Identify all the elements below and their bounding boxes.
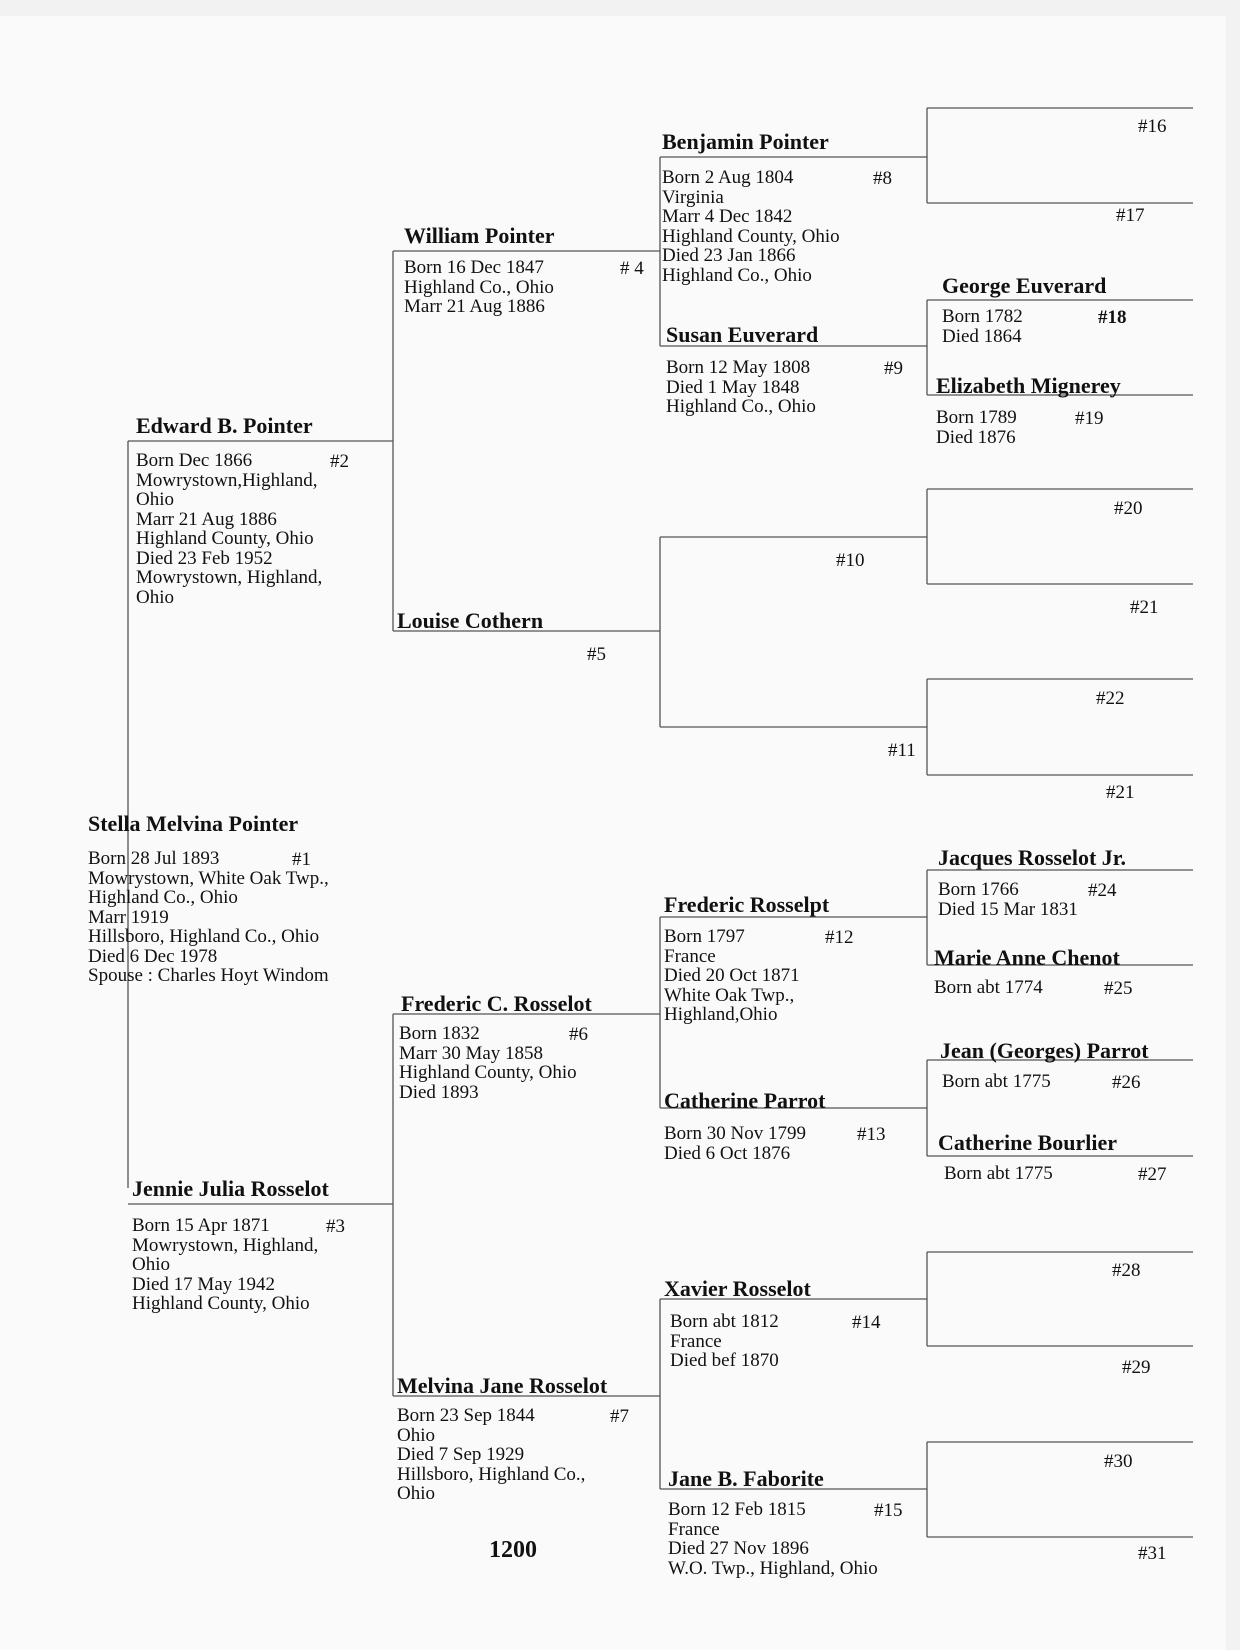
detail-line: Marr 30 May 1858: [399, 1042, 544, 1064]
person-8-details: [662, 168, 840, 285]
detail-line: Marr 21 Aug 1886: [136, 508, 277, 530]
person-12-name: Frederic Rosselpt: [664, 892, 830, 917]
detail-line: Born 30 Nov 1799: [664, 1123, 806, 1144]
detail-line: Born 2 Aug 1804: [662, 167, 794, 188]
person-13-number: #13: [857, 1124, 886, 1145]
detail-line: Born 1832: [399, 1023, 480, 1044]
detail-line: France: [664, 945, 716, 967]
person-14-details: [670, 1312, 779, 1371]
detail-line: Ohio: [132, 1254, 170, 1275]
person-19-details: [936, 408, 1017, 447]
person-26-details: [942, 1072, 1051, 1092]
detail-line: Born 1797: [664, 926, 745, 947]
detail-line: Born abt 1775: [942, 1071, 1051, 1092]
detail-line: Born 28 Jul 1893: [88, 848, 220, 869]
person-24-details: [938, 880, 1078, 919]
detail-line: France: [668, 1518, 720, 1540]
detail-line: Born abt 1774: [934, 977, 1043, 998]
person-15-details: [668, 1500, 878, 1578]
detail-line: Died 20 Oct 1871: [664, 965, 800, 986]
detail-line: Hillsboro, Highland Co.,: [397, 1463, 586, 1485]
detail-line: Born 1766: [938, 879, 1019, 900]
detail-line: Marr 1919: [88, 906, 169, 928]
person-14-name: Xavier Rosselot: [664, 1276, 811, 1301]
detail-line: Died 1 May 1848: [666, 376, 800, 398]
detail-line: Died 6 Dec 1978: [88, 945, 218, 967]
detail-line: Died bef 1870: [670, 1350, 779, 1371]
detail-line: Highland Co., Ohio: [88, 887, 238, 908]
slot-20-number: #20: [1114, 498, 1143, 519]
person-2-name: Edward B. Pointer: [136, 413, 313, 438]
detail-line: Highland Co., Ohio: [404, 276, 554, 298]
detail-line: Born 1782: [942, 306, 1023, 327]
detail-line: Born 1789: [936, 407, 1017, 428]
detail-line: White Oak Twp.,: [664, 984, 795, 1006]
detail-line: Born abt 1812: [670, 1311, 779, 1332]
person-7-number: #7: [610, 1406, 629, 1427]
person-14-number: #14: [852, 1312, 881, 1333]
detail-line: Mowrystown,Highland,: [136, 469, 318, 491]
detail-line: Died 27 Nov 1896: [668, 1538, 809, 1559]
slot-23-number: #21: [1106, 782, 1135, 803]
detail-line: Died 1893: [399, 1081, 479, 1103]
detail-line: Died 15 Mar 1831: [938, 898, 1078, 920]
detail-line: Mowrystown, Highland,: [136, 567, 323, 588]
person-2-details: [136, 451, 322, 607]
person-6-number: #6: [569, 1024, 588, 1045]
detail-line: Virginia: [662, 186, 724, 208]
detail-line: France: [670, 1330, 722, 1352]
person-25-name: Marie Anne Chenot: [934, 945, 1120, 970]
person-4-details: [404, 258, 554, 317]
person-5-number: #5: [587, 644, 606, 665]
person-3-number: #3: [326, 1216, 345, 1237]
person-15-name: Jane B. Faborite: [668, 1466, 824, 1491]
detail-line: Born 12 May 1808: [666, 357, 811, 378]
person-3-name: Jennie Julia Rosselot: [132, 1176, 329, 1201]
person-4-number: # 4: [620, 258, 644, 279]
person-25-number: #25: [1104, 978, 1133, 999]
detail-line: Mowrystown, Highland,: [132, 1234, 319, 1256]
detail-line: Marr 21 Aug 1886: [404, 296, 545, 317]
slot-30-number: #30: [1104, 1451, 1133, 1472]
detail-line: Mowrystown, White Oak Twp.,: [88, 867, 329, 889]
person-19-number: #19: [1075, 408, 1104, 429]
slot-29-number: #29: [1122, 1357, 1151, 1378]
slot-17-number: #17: [1116, 205, 1145, 226]
person-6-details: [399, 1024, 577, 1102]
detail-line: Born 23 Sep 1844: [397, 1405, 535, 1426]
detail-line: Highland County, Ohio: [132, 1293, 310, 1314]
person-27-name: Catherine Bourlier: [938, 1130, 1118, 1155]
detail-line: Marr 4 Dec 1842: [662, 206, 793, 227]
person-1-number: #1: [292, 849, 311, 870]
person-13-name: Catherine Parrot: [664, 1088, 826, 1113]
detail-line: Died 1876: [936, 426, 1016, 448]
person-26-name: Jean (Georges) Parrot: [940, 1038, 1149, 1063]
detail-line: Highland County, Ohio: [399, 1062, 577, 1083]
person-2-number: #2: [330, 451, 349, 472]
detail-line: Ohio: [136, 586, 174, 608]
detail-line: Died 6 Oct 1876: [664, 1142, 791, 1164]
detail-line: Born Dec 1866: [136, 450, 253, 471]
detail-line: Born 15 Apr 1871: [132, 1215, 270, 1236]
slot-16-number: #16: [1138, 116, 1167, 137]
person-9-number: #9: [884, 358, 903, 379]
detail-line: Died 23 Jan 1866: [662, 245, 796, 266]
person-12-number: #12: [825, 927, 854, 948]
detail-line: Spouse : Charles Hoyt Windom: [88, 965, 329, 986]
detail-line: Born 16 Dec 1847: [404, 257, 544, 278]
detail-line: Died 7 Sep 1929: [397, 1444, 525, 1465]
slot-28-number: #28: [1112, 1260, 1141, 1281]
person-27-number: #27: [1138, 1164, 1167, 1185]
detail-line: Highland Co., Ohio: [666, 396, 816, 417]
detail-line: Highland County, Ohio: [662, 225, 840, 247]
detail-line: Died 23 Feb 1952: [136, 547, 273, 569]
person-8-number: #8: [873, 168, 892, 189]
detail-line: Died 1864: [942, 325, 1022, 347]
detail-line: Ohio: [136, 489, 174, 510]
person-9-name: Susan Euverard: [666, 322, 819, 347]
slot-21-number: #21: [1130, 597, 1159, 618]
person-7-details: [397, 1406, 585, 1504]
person-25-details: [934, 978, 1043, 998]
detail-line: Highland Co., Ohio: [662, 264, 812, 286]
person-27-details: [944, 1164, 1053, 1184]
detail-line: Born 12 Feb 1815: [668, 1499, 806, 1520]
person-4-name: William Pointer: [404, 223, 555, 248]
person-7-name: Melvina Jane Rosselot: [397, 1373, 608, 1398]
detail-line: Hillsboro, Highland Co., Ohio: [88, 926, 320, 947]
person-26-number: #26: [1112, 1072, 1141, 1093]
person-24-name: Jacques Rosselot Jr.: [938, 845, 1127, 870]
person-1-name: Stella Melvina Pointer: [88, 811, 299, 836]
person-5-name: Louise Cothern: [397, 608, 544, 633]
person-11-number: #11: [888, 740, 916, 761]
person-3-details: [132, 1216, 318, 1314]
person-8-name: Benjamin Pointer: [662, 129, 829, 154]
detail-line: Ohio: [397, 1424, 435, 1446]
slot-31-number: #31: [1138, 1543, 1167, 1564]
person-18-details: [942, 307, 1023, 346]
detail-line: Highland,Ohio: [664, 1004, 778, 1025]
person-12-details: [664, 927, 800, 1025]
detail-line: Highland County, Ohio: [136, 528, 314, 549]
person-13-details: [664, 1124, 806, 1163]
person-6-name: Frederic C. Rosselot: [401, 991, 592, 1016]
person-18-name: George Euverard: [942, 273, 1107, 298]
detail-line: Ohio: [397, 1483, 435, 1504]
detail-line: Born abt 1775: [944, 1163, 1053, 1184]
person-24-number: #24: [1088, 880, 1117, 901]
person-18-number: #18: [1098, 307, 1127, 328]
person-9-details: [666, 358, 816, 417]
person-10-number: #10: [836, 550, 865, 571]
person-19-name: Elizabeth Mignerey: [936, 373, 1121, 398]
page-number: 1200: [489, 1537, 537, 1563]
person-15-number: #15: [874, 1500, 903, 1521]
detail-line: W.O. Twp., Highland, Ohio: [668, 1557, 878, 1579]
detail-line: Died 17 May 1942: [132, 1273, 276, 1295]
slot-22-number: #22: [1096, 688, 1125, 709]
